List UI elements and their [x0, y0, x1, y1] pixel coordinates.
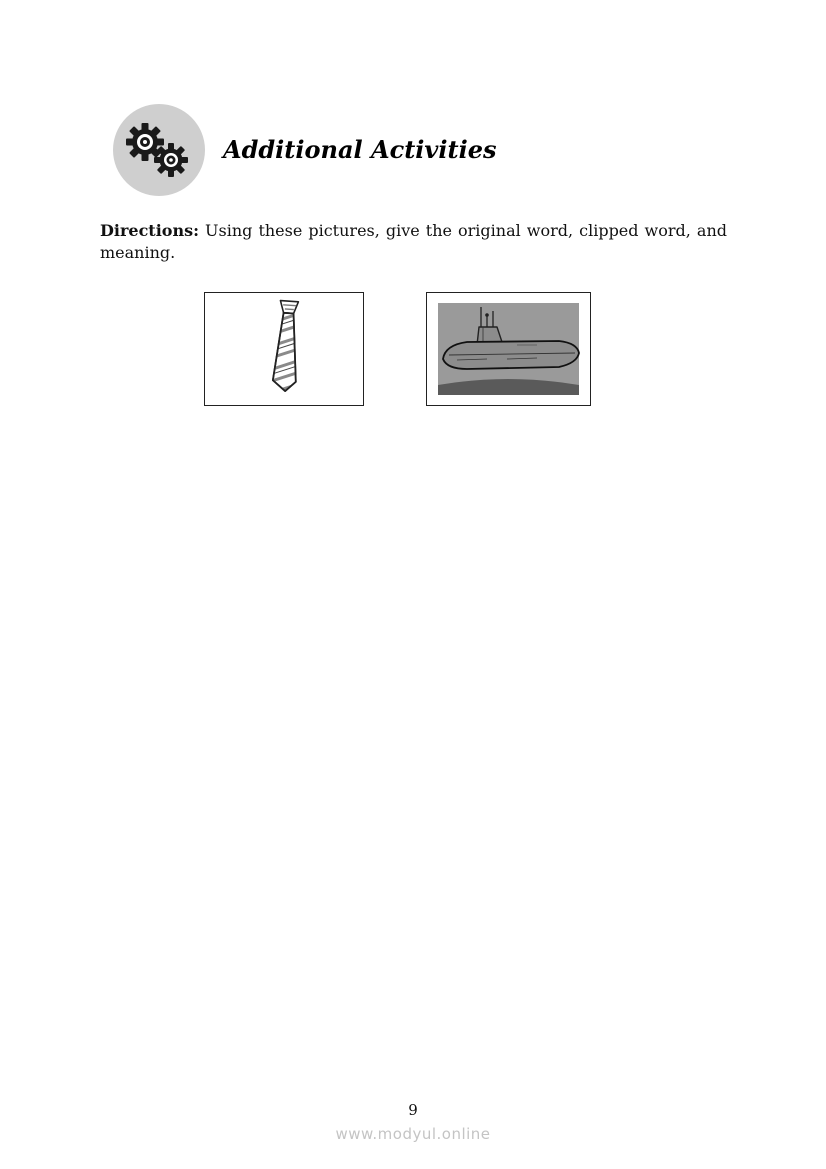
submarine-icon	[427, 293, 592, 407]
directions-text: Using these pictures, give the original word, clipped word, and meaning.	[100, 221, 727, 262]
page-number: 9	[408, 1101, 418, 1119]
necktie-icon	[205, 293, 365, 407]
directions-label: Directions:	[100, 221, 199, 240]
section-title: Additional Activities	[223, 135, 497, 164]
picture-frame-submarine	[426, 292, 591, 406]
watermark: www.modyul.online	[335, 1125, 491, 1143]
gears-icon	[113, 104, 205, 196]
picture-frame-necktie	[204, 292, 364, 406]
directions-paragraph	[100, 220, 727, 264]
